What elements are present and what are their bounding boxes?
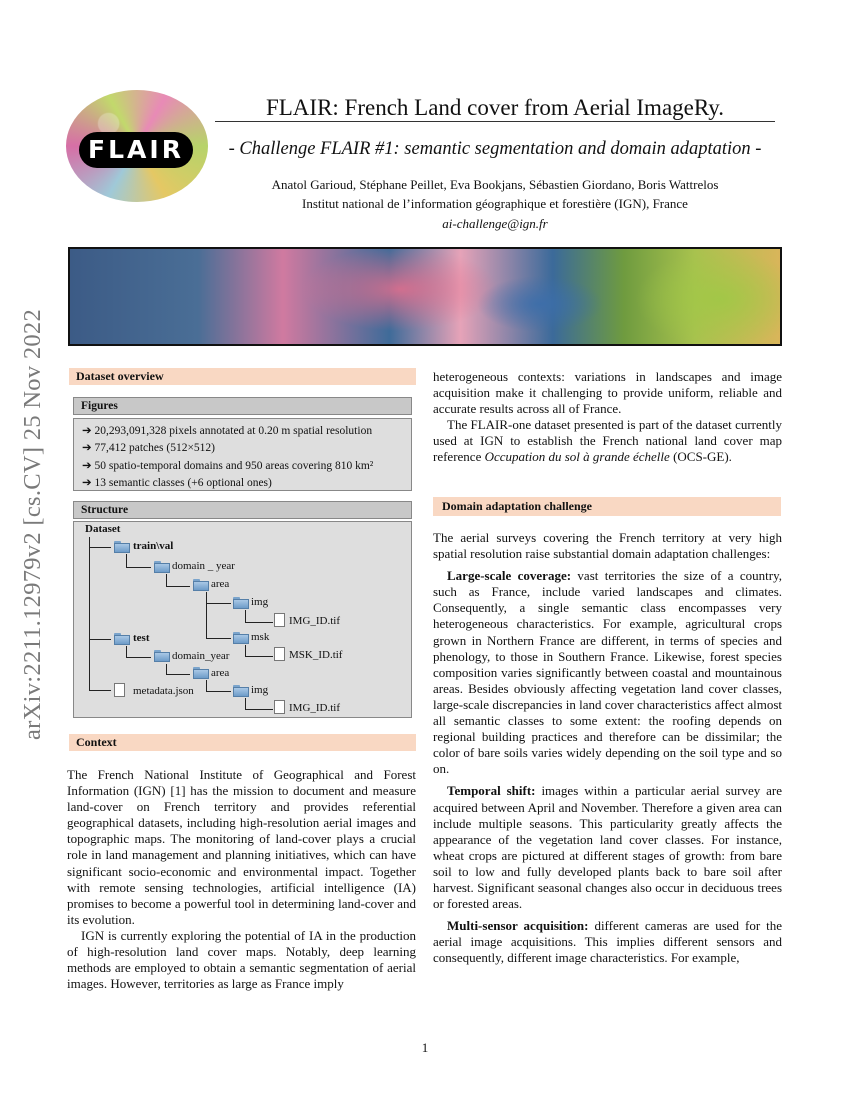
large-scale-paragraph — [433, 568, 782, 777]
tree-img-file: IMG_ID.tif — [289, 702, 341, 714]
tree-line — [126, 567, 151, 568]
folder-icon — [233, 597, 249, 609]
structure-heading: Structure — [73, 501, 412, 519]
tree-img: img — [251, 684, 269, 696]
tree-line — [245, 656, 273, 657]
multi-sensor-title: Multi-sensor acquisition: — [447, 918, 589, 934]
folder-icon — [193, 579, 209, 591]
tree-line — [166, 674, 190, 675]
tree-line — [245, 622, 273, 623]
contact-email[interactable]: ai-challenge@ign.fr — [442, 216, 548, 231]
context-body — [67, 767, 416, 992]
temporal-text: images within a particular aerial survey are acquired between April and November. Therefore a given area can include multiple seasons. This particularity greatly affects the appearance of the vegetation land cover classes. For instance, wheat crops are pictured at different stages of growth: from bare soil to low and fully developed plants back to bare soil after harvest. Significant seasonal changes also occur in deciduous trees or forested areas. — [433, 783, 783, 912]
figures-box — [73, 418, 412, 491]
folder-icon — [193, 667, 209, 679]
figure-item: ➔ 50 spatio-temporal domains and 950 areas covering 810 km² — [82, 460, 374, 472]
folder-icon — [114, 541, 130, 553]
folder-icon — [233, 632, 249, 644]
tree-test: test — [133, 632, 150, 644]
folder-icon — [154, 561, 170, 573]
structure-tree-box — [73, 521, 412, 718]
tree-train-val: train\val — [133, 540, 174, 552]
context-paragraph-2: IGN is currently exploring the potential of IA in the production of high-resolution land cover maps. Notably, deep learning methods are employed to obtain a semantic segmentation of aerial images. However, territories as large as France imply — [67, 927, 416, 992]
tree-line — [89, 690, 111, 691]
institution: Institut national de l’information géographique et forestière (IGN), France — [302, 196, 688, 211]
tree-msk-file: MSK_ID.tif — [289, 649, 343, 661]
file-icon — [274, 647, 285, 661]
tree-line — [126, 657, 151, 658]
folder-icon — [114, 633, 130, 645]
tree-line — [166, 586, 190, 587]
flair-one-text: The FLAIR-one dataset presented is part of the dataset currently used at IGN to establish the French national land cover map reference — [433, 417, 782, 465]
right-column-top — [433, 369, 782, 466]
ocs-ge-name: Occupation du sol à grande échelle — [484, 449, 670, 465]
domain-adaptation-heading: Domain adaptation challenge — [433, 497, 781, 516]
paper-subtitle: - Challenge FLAIR #1: semantic segmentation and domain adaptation - — [228, 139, 762, 159]
tree-line — [89, 537, 90, 690]
tree-line — [206, 592, 207, 639]
context-paragraph-1: The French National Institute of Geographical and Forest Information (IGN) [1] has the mission to document and measure land-cover on French territory and provides referential geographical datasets, including high-resolution aerial images and topographic maps. The monitoring of land-cover plays a crucial role in land management and planning initiatives, which can have significant socio-economic and environmental impact. Together with remote sensing technologies, artificial intelligence (IA) promises to become a powerful tool in determining land-cover and its evolution. — [67, 767, 416, 927]
tree-line — [206, 603, 231, 604]
tree-metadata: metadata.json — [133, 685, 194, 697]
tree-line — [206, 638, 231, 639]
multi-sensor-paragraph — [433, 918, 782, 966]
title-divider — [215, 121, 775, 122]
domain-intro: The aerial surveys covering the French territory at very high spatial resolution raise substantial domain adaptation challenges: — [433, 530, 782, 562]
figure-item: ➔ 13 semantic classes (+6 optional ones) — [82, 477, 272, 489]
tree-line — [126, 554, 127, 568]
context-heading: Context — [69, 734, 416, 751]
dataset-overview-heading: Dataset overview — [69, 368, 416, 385]
large-scale-title: Large-scale coverage: — [447, 568, 572, 584]
file-icon — [114, 683, 125, 697]
file-icon — [274, 613, 285, 627]
temporal-title: Temporal shift: — [447, 783, 536, 799]
multi-sensor-text: different cameras are used for the aerial image acquisitions. This implies different sensors and consequently, different image characteristics. For example, — [433, 918, 782, 966]
flair-one-paragraph — [433, 417, 782, 465]
tree-domain-year: domain_year — [172, 650, 230, 662]
tree-img: img — [251, 596, 269, 608]
author-list: Anatol Garioud, Stéphane Peillet, Eva Bookjans, Sébastien Giordano, Boris Wattrelos — [271, 177, 719, 192]
page-number: 1 — [421, 1040, 429, 1055]
tree-area: area — [211, 667, 230, 679]
flair-logo — [66, 90, 208, 202]
tree-line — [245, 709, 273, 710]
figure-item: ➔ 77,412 patches (512×512) — [82, 442, 216, 454]
folder-icon — [154, 650, 170, 662]
paper-title: FLAIR: French Land cover from Aerial ImageRy. — [265, 95, 725, 120]
file-icon — [274, 700, 285, 714]
figures-heading: Figures — [73, 397, 412, 415]
right-column-body — [433, 530, 782, 966]
tree-root-label: Dataset — [85, 523, 121, 535]
tree-img-file: IMG_ID.tif — [289, 615, 341, 627]
tree-domain-year: domain _ year — [172, 560, 235, 572]
flair-one-text-end: (OCS-GE). — [669, 449, 732, 465]
tree-line — [89, 639, 111, 640]
tree-msk: msk — [251, 631, 270, 643]
large-scale-text: vast territories the size of a country, such as France, include varied landscapes and climates. Consequently, a single semantic class encompasses very heterogeneous characteristics. For example, agricultural crops grown in Northern France are different, in terms of species and phenology, to those in Southern France. Likewise, forest species composition varies significantly between coastal and mountainous areas. Besides obviously affecting vegetation land cover classes, large-scale discrepancies in land cover characteristics affect almost all semantic classes to some extent: the roofing depends on regional building practices and therefore can be dissimilar; the color of bare soils varies widely depending on the soil type and so on. — [433, 568, 782, 777]
temporal-paragraph — [433, 783, 782, 912]
aerial-image-banner — [68, 247, 782, 346]
figure-item: ➔ 20,293,091,328 pixels annotated at 0.20 m spatial resolution — [82, 425, 373, 437]
tree-line — [206, 691, 231, 692]
continuation-paragraph: heterogeneous contexts: variations in landscapes and image acquisition make it challenging to provide uniform, reliable and accurate results across all of France. — [433, 369, 782, 417]
arxiv-stamp: arXiv:2211.12979v2 [cs.CV] 25 Nov 2022 — [19, 308, 46, 740]
logo-text: FLAIR — [79, 132, 193, 168]
tree-area: area — [211, 578, 230, 590]
folder-icon — [233, 685, 249, 697]
tree-line — [89, 547, 111, 548]
